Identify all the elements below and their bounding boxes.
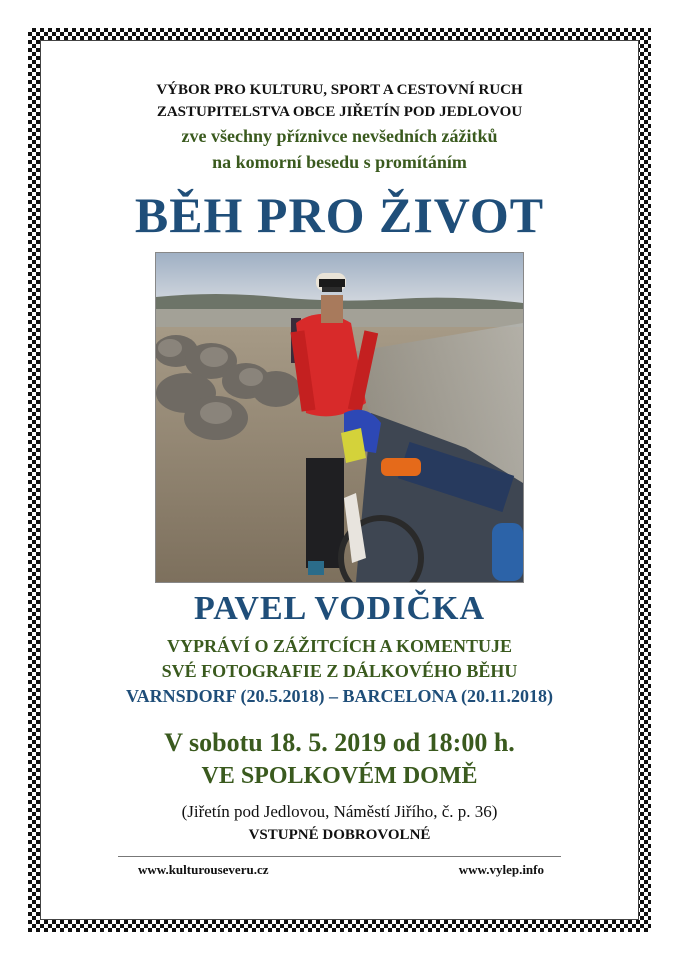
speaker-name: PAVEL VODIČKA [194,590,485,627]
description-line-2: SVÉ FOTOGRAFIE Z DÁLKOVÉHO BĚHU [161,661,518,681]
poster-title: BĚH PRO ŽIVOT [134,187,545,243]
website-right: www.vylep.info [458,862,544,877]
runner-photo [155,252,524,583]
description-line-3: VARNSDORF (20.5.2018) – BARCELONA (20.11.2018) [125,686,554,706]
website-left: www.kulturouseveru.cz [138,862,269,877]
entry-fee: VSTUPNÉ DOBROVOLNÉ [248,827,431,843]
event-address: (Jiřetín pod Jedlovou, Náměstí Jiřího, č. p. 36) [181,802,498,821]
event-venue: VE SPOLKOVÉM DOMĚ [201,763,478,789]
description-line-1: VYPRÁVÍ O ZÁŽITCÍCH A KOMENTUJE [166,636,513,656]
invitation-line-1: zve všechny příznivce nevšedních zážitků [181,126,498,146]
event-datetime: V sobotu 18. 5. 2019 od 18:00 h. [164,728,515,757]
footer-divider [118,856,561,857]
organizer-line-2: ZASTUPITELSTVA OBCE JIŘETÍN POD JEDLOVOU [156,104,523,120]
organizer-line-1: VÝBOR PRO KULTURU, SPORT A CESTOVNÍ RUCH [156,82,523,98]
invitation-line-2: na komorní besedu s promítáním [212,152,467,172]
